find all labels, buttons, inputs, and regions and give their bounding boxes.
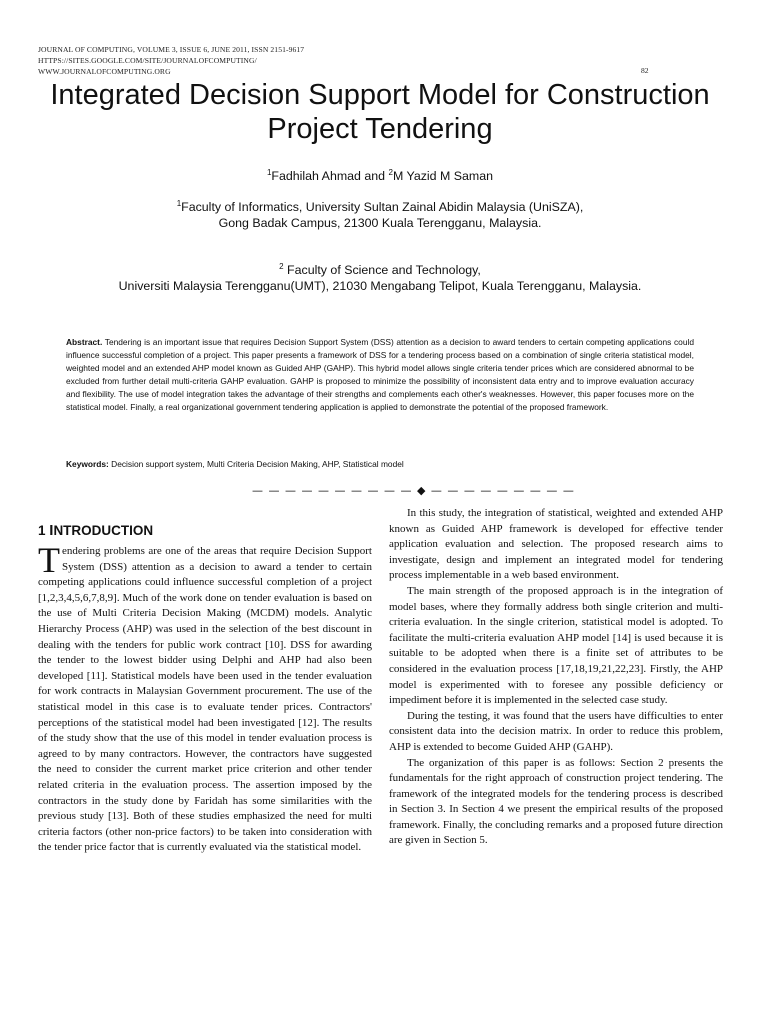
affiliation1-line2: Gong Badak Campus, 21300 Kuala Terengganu, Malaysia. (218, 216, 542, 230)
author1-superscript: 1 (266, 167, 272, 177)
keywords-label: Keywords: (66, 459, 109, 469)
paper-title (20, 78, 740, 146)
page-number: 82 (641, 66, 649, 75)
section-title-rest: NTRODUCTION (53, 523, 154, 538)
keywords (66, 458, 694, 471)
intro-paragraph (38, 540, 372, 856)
authors (20, 168, 740, 184)
left-column (38, 540, 372, 856)
affiliation2-line1: Faculty of Science and Technology, (283, 263, 481, 277)
right-paragraph-4: The organization of this paper is as follows: Section 2 presents the fundamentals for the right approach of construction project tendering. The framework of the integrated models for the tendering process is described in Section 3. In Section 4 we present the empirical results of the proposed framework. Finally, the concluding remarks and a proposed future direction are given in Section 5. (389, 756, 723, 847)
affiliation1 (20, 199, 740, 231)
journal-header-line1: JOURNAL OF COMPUTING, VOLUME 3, ISSUE 6, JUNE 2011, ISSN 2151-9617 (38, 45, 305, 54)
journal-header-line2: HTTPS://SITES.GOOGLE.COM/SITE/JOURNALOFCOMPUTING/ (38, 56, 257, 65)
paper-title-line1: Integrated Decision Support Model for Construction (50, 79, 710, 111)
journal-header (38, 44, 658, 77)
author2-name: M Yazid M Saman (392, 169, 494, 183)
affiliation1-superscript: 1 (176, 198, 182, 208)
drop-cap: T (38, 540, 60, 580)
abstract (66, 336, 694, 415)
author1-name: Fadhilah Ahmad and (271, 169, 389, 183)
section-divider: — — — — — — — — — — ◆ — — — — — — — — — (252, 484, 575, 497)
intro-paragraph-text: endering problems are one of the areas that require Decision Support System (DSS) attention as a decision to award a tender to certain competing applications could influence successful completion of a project [1,2,3,4,5,6,7,8,9]. Much of the work done on tender evaluation is based on the use of Multi Criteria Decision Making (MCDM) models. Analytic Hierarchy Process (AHP) was used in the selection of the best discount in dealing with the tenders for public work contract [10]. DSS for awarding the tender to the lowest bidder using Delphi and AHP had also been developed [11]. Statistical models have been used in the tender evaluation for work contracts in Malaysian Government procurement. The use of the statistical model in this case is to evaluate tender prices. Contractors' perceptions of the statistical model had been investigated [12]. The results of the study show that the use of this model in tender evaluation process is agreed to by many contractors. However, the contractors have suggested the need to consider the current market price criterion and other tender related criteria in the evaluation process. The assertion imposed by the contractors in the study done by Faridah has some similarities with the previous study [13]. Both of these studies emphasized the need for multi criteria factors (other non-price factors) to be taken into consideration with the tender price factor that is currently evaluated via the statistical model. (38, 545, 372, 854)
section-number: 1 (38, 523, 50, 538)
keywords-text: Decision support system, Multi Criteria Decision Making, AHP, Statistical model (108, 459, 404, 469)
affiliation2-line2: Universiti Malaysia Terengganu(UMT), 21030 Mengabang Telipot, Kuala Terengganu, Malaysia. (118, 279, 642, 293)
abstract-text: Tendering is an important issue that requires Decision Support System (DSS) attention as a decision to award tenders to certain competing applications could influence successful completion of a project. This paper presents a framework of DSS for a tendering process based on a combination of single criteria statistical model, weighted model and an extended AHP model known as Guided AHP (GAHP). This hybrid model allows single criteria tender prices which are considered abnormal to be excluded from further detail multi-criteria GAHP evaluation. GAHP is proposed to minimize the possibility of inconsistent data entry and to improve evaluation accuracy and flexibility. The use of model integration takes the advantage of their strengths and complements each other's weaknesses. However, this paper focuses more on the statistical model. Finally, a real organizational government tendering application is applied to demonstrate the potential of the proposed framework. (66, 337, 694, 413)
affiliation2 (20, 262, 740, 294)
paper-title-line2: Project Tendering (267, 113, 493, 145)
right-paragraph-2: The main strength of the proposed approach is in the integration of model bases, where they formally address both single criterion and multi-criteria evaluation. In the single criterion, statistical model is adopted. To facilitate the multi-criteria evaluation AHP model [14] is used because it is suitable to be adopted when there is a finite set of attributes to be considered in the evaluation process [17,18,19,21,22,23]. Firstly, the AHP model is experimented with to foresee any possible deficiency or impediment before it is implemented in the selected case study. (389, 584, 723, 707)
affiliation1-line1: Faculty of Informatics, University Sultan Zainal Abidin Malaysia (UniSZA), (181, 200, 584, 214)
right-paragraph-3: During the testing, it was found that the users have difficulties to enter consistent data into the decision matrix. In order to reduce this problem, AHP is extended to become Guided AHP (GAHP). (389, 709, 723, 753)
right-column (389, 506, 723, 849)
section-heading-introduction (38, 522, 153, 539)
journal-header-line3: WWW.JOURNALOFCOMPUTING.ORG (38, 67, 171, 76)
author2-superscript: 2 (388, 167, 393, 177)
abstract-label: Abstract. (66, 337, 103, 347)
section-title-initial: I (49, 522, 54, 539)
right-paragraph-1: In this study, the integration of statistical, weighted and extended AHP known as Guided AHP framework is developed for effective tender application evaluation and selection. The proposed research aims to investigate, design and implement an integrated model for tendering process implementable in a web based environment. (389, 507, 723, 582)
affiliation2-superscript: 2 (279, 261, 284, 271)
